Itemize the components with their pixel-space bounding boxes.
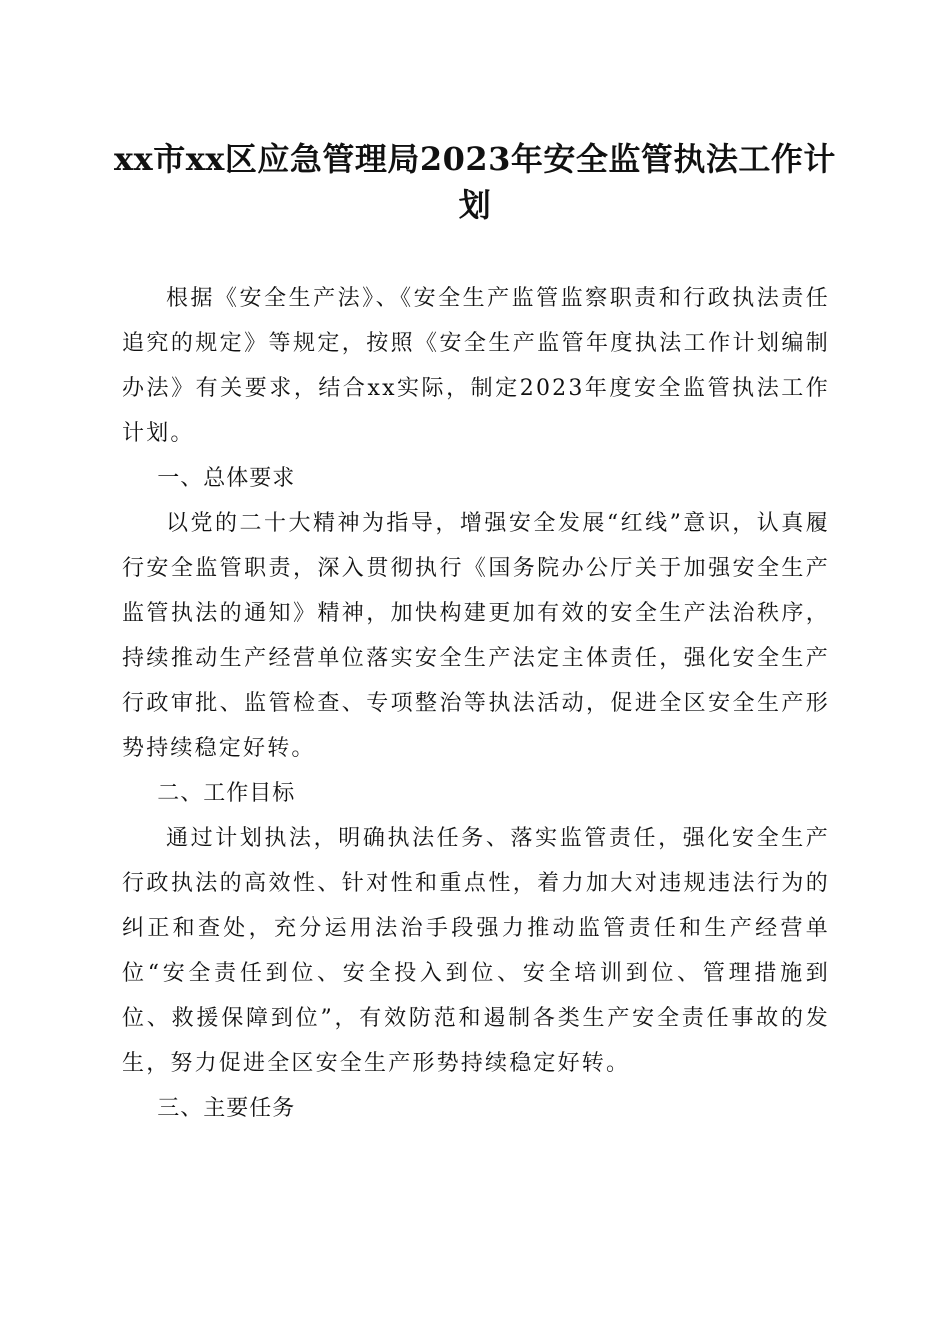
section-heading-main-tasks: 三、主要任务: [157, 1096, 296, 1121]
document-body: [122, 276, 830, 1131]
section-heading-overall-requirements: 一、总体要求: [157, 466, 296, 491]
document-title: xx市xx区应急管理局2023年安全监管执法工作计划: [114, 140, 836, 224]
intro-paragraph: 根据《安全生产法》、《安全生产监管监察职责和行政执法责任追究的规定》等规定，按照《安全生产监管年度执法工作计划编制办法》有关要求，结合xx实际，制定2023年度安全监管执法工作计划。: [122, 286, 830, 446]
overall-requirements-paragraph: 以党的二十大精神为指导，增强安全发展“红线”意识，认真履行安全监管职责，深入贯彻执行《国务院办公厅关于加强安全生产监管执法的通知》精神，加快构建更加有效的安全生产法治秩序，持续推动生产经营单位落实安全生产法定主体责任，强化安全生产行政审批、监管检查、专项整治等执法活动，促进全区安全生产形势持续稳定好转。: [122, 511, 830, 761]
section-heading-work-goals: 二、工作目标: [157, 781, 296, 806]
work-goals-paragraph: 通过计划执法，明确执法任务、落实监管责任，强化安全生产行政执法的高效性、针对性和重点性，着力加大对违规违法行为的纠正和查处，充分运用法治手段强力推动监管责任和生产经营单位“安全责任到位、安全投入到位、安全培训到位、管理措施到位、救援保障到位”，有效防范和遏制各类生产安全责任事故的发生，努力促进全区安全生产形势持续稳定好转。: [122, 826, 830, 1076]
